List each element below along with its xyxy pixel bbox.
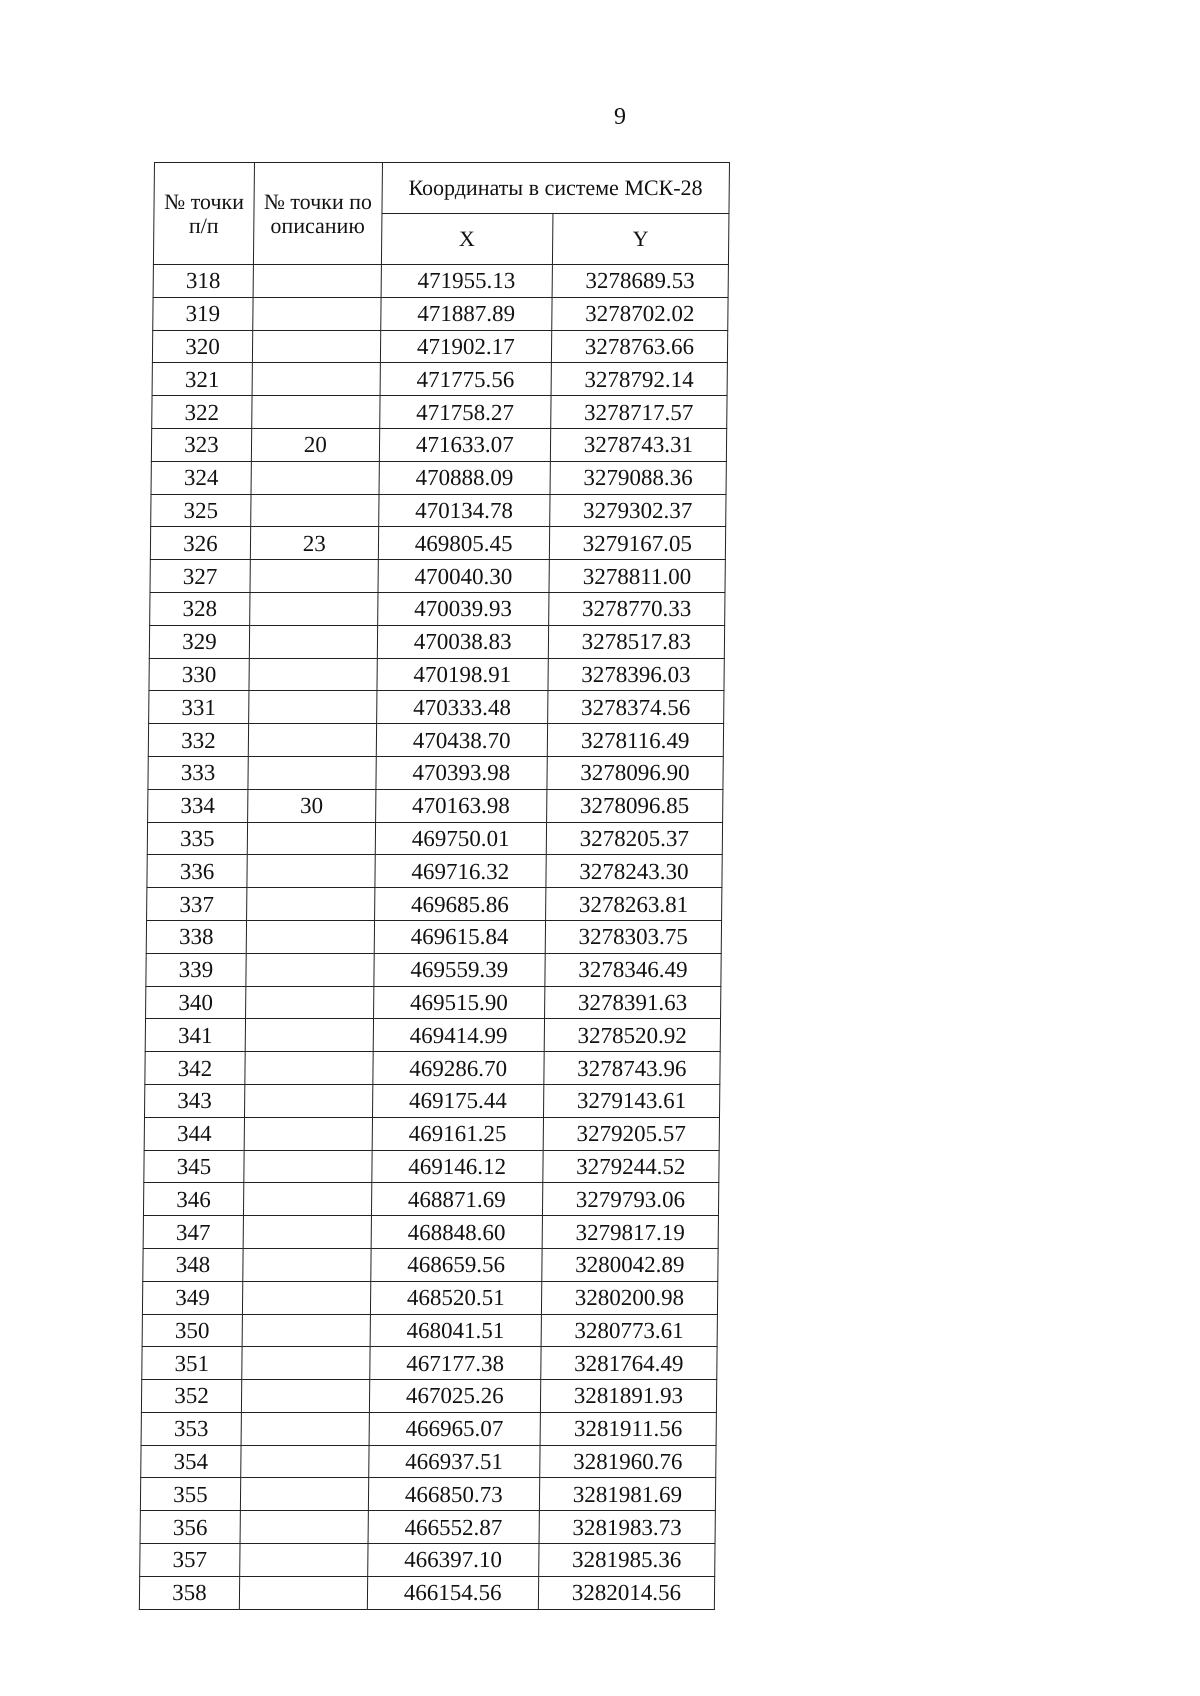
cell-description-point-number [242,1347,370,1380]
cell-y: 3279143.61 [543,1084,720,1117]
table-row [142,1314,717,1347]
cell-description-point-number [251,461,379,494]
cell-point-number: 353 [141,1412,241,1445]
table-row [147,822,722,855]
table-row [148,789,723,822]
cell-x: 469805.45 [378,527,549,560]
cell-point-number: 330 [149,658,249,691]
header-coordinates: Координаты в системе МСК-28 [382,163,730,214]
table-row [150,527,725,560]
cell-description-point-number: 20 [251,428,379,461]
cell-y: 3278303.75 [545,920,722,953]
cell-x: 470198.91 [377,658,548,691]
cell-point-number: 324 [151,461,251,494]
cell-y: 3278743.96 [544,1052,721,1085]
cell-point-number: 339 [146,953,246,986]
cell-y: 3278770.33 [548,592,725,625]
cell-x: 470888.09 [379,461,550,494]
cell-y: 3279088.36 [550,461,727,494]
cell-y: 3281891.93 [540,1380,717,1413]
cell-y: 3281960.76 [539,1445,716,1478]
cell-point-number: 321 [152,363,252,396]
cell-point-number: 348 [143,1248,243,1281]
cell-y: 3280773.61 [541,1314,718,1347]
cell-description-point-number [252,396,380,429]
cell-description-point-number [240,1478,368,1511]
table-row [141,1412,716,1445]
cell-description-point-number [247,888,375,921]
cell-x: 468871.69 [371,1183,542,1216]
cell-description-point-number: 30 [248,789,376,822]
table-row [149,691,724,724]
table-body [139,265,728,1610]
cell-description-point-number [249,625,377,658]
table-row [142,1281,717,1314]
cell-x: 467177.38 [369,1347,540,1380]
cell-x: 469146.12 [372,1150,543,1183]
table-row [144,1084,719,1117]
table-row [141,1380,716,1413]
cell-x: 469716.32 [375,855,546,888]
table-row [147,888,722,921]
cell-description-point-number [245,986,373,1019]
cell-description-point-number [244,1117,372,1150]
cell-x: 470040.30 [378,560,549,593]
table-row [143,1216,718,1249]
cell-point-number: 326 [150,527,250,560]
cell-description-point-number [242,1314,370,1347]
cell-x: 469161.25 [372,1117,543,1150]
cell-y: 3282014.56 [538,1576,715,1609]
cell-description-point-number [249,658,377,691]
cell-x: 470038.83 [377,625,548,658]
cell-y: 3281981.69 [539,1478,716,1511]
cell-y: 3279302.37 [549,494,726,527]
cell-x: 467025.26 [369,1380,540,1413]
cell-point-number: 343 [144,1084,244,1117]
table-row [145,1052,720,1085]
cell-x: 469175.44 [372,1084,543,1117]
cell-x: 470393.98 [376,756,547,789]
cell-description-point-number [244,1084,372,1117]
cell-description-point-number [247,822,375,855]
table-row [153,297,728,330]
cell-x: 471955.13 [381,265,552,298]
cell-point-number: 322 [152,396,252,429]
cell-x: 466397.10 [367,1544,538,1577]
table-row [147,855,722,888]
cell-x: 466850.73 [368,1478,539,1511]
cell-point-number: 358 [139,1576,239,1609]
header-point-number: № точки п/п [153,163,254,265]
cell-point-number: 338 [146,920,246,953]
table-row [151,461,726,494]
cell-y: 3280200.98 [541,1281,718,1314]
page-number: 9 [614,104,626,130]
cell-description-point-number [241,1412,369,1445]
cell-x: 469286.70 [373,1052,544,1085]
cell-x: 470039.93 [377,592,548,625]
table-row [151,494,726,527]
table-row [149,658,724,691]
cell-y: 3278116.49 [547,724,724,757]
header-description-point-number: № точки по описанию [253,163,382,265]
cell-description-point-number [244,1150,372,1183]
table-row [148,756,723,789]
table-row [143,1248,718,1281]
table-row [151,428,726,461]
cell-y: 3278205.37 [546,822,723,855]
cell-x: 468520.51 [370,1281,541,1314]
cell-y: 3278811.00 [549,560,726,593]
table-row [152,396,727,429]
cell-y: 3278096.90 [547,756,724,789]
header-x: X [381,214,553,265]
cell-point-number: 318 [153,265,253,298]
cell-description-point-number [242,1281,370,1314]
cell-description-point-number [253,265,381,298]
table-row [140,1544,715,1577]
cell-description-point-number: 23 [250,527,378,560]
cell-y: 3278763.66 [551,330,728,363]
cell-point-number: 344 [144,1117,244,1150]
cell-point-number: 357 [140,1544,240,1577]
cell-x: 468659.56 [370,1248,541,1281]
cell-description-point-number [248,756,376,789]
cell-description-point-number [252,330,380,363]
cell-point-number: 347 [143,1216,243,1249]
cell-description-point-number [253,297,381,330]
cell-point-number: 345 [144,1150,244,1183]
table-row [140,1478,715,1511]
cell-point-number: 325 [151,494,251,527]
cell-x: 471775.56 [380,363,551,396]
cell-point-number: 341 [145,1019,245,1052]
cell-point-number: 323 [151,428,251,461]
cell-x: 471887.89 [380,297,551,330]
cell-point-number: 331 [149,691,249,724]
table-row [140,1511,715,1544]
table-row [146,953,721,986]
cell-y: 3280042.89 [542,1248,719,1281]
cell-point-number: 333 [148,756,248,789]
cell-description-point-number [250,592,378,625]
cell-y: 3278096.85 [546,789,723,822]
cell-y: 3279167.05 [549,527,726,560]
table-row [150,592,725,625]
cell-y: 3278396.03 [548,658,725,691]
cell-y: 3278520.92 [544,1019,721,1052]
table-row [146,986,721,1019]
cell-point-number: 335 [147,822,247,855]
cell-point-number: 334 [148,789,248,822]
cell-x: 468848.60 [371,1216,542,1249]
cell-description-point-number [248,724,376,757]
cell-point-number: 327 [150,560,250,593]
cell-point-number: 328 [150,592,250,625]
cell-x: 466154.56 [367,1576,538,1609]
cell-x: 466937.51 [368,1445,539,1478]
cell-y: 3278263.81 [545,888,722,921]
cell-description-point-number [249,691,377,724]
cell-y: 3278346.49 [545,953,722,986]
cell-description-point-number [239,1576,367,1609]
cell-x: 469685.86 [374,888,545,921]
cell-y: 3281764.49 [541,1347,718,1380]
cell-description-point-number [250,560,378,593]
cell-point-number: 336 [147,855,247,888]
cell-x: 471902.17 [380,330,551,363]
cell-y: 3278517.83 [548,625,725,658]
cell-point-number: 350 [142,1314,242,1347]
cell-description-point-number [251,494,379,527]
cell-y: 3281985.36 [538,1544,715,1577]
cell-description-point-number [243,1216,371,1249]
table-row [149,625,724,658]
cell-description-point-number [241,1445,369,1478]
cell-y: 3279244.52 [543,1150,720,1183]
cell-x: 469515.90 [373,986,544,1019]
cell-y: 3278743.31 [550,428,727,461]
table-row [143,1183,718,1216]
cell-x: 470134.78 [378,494,549,527]
table-row [144,1150,719,1183]
table-row [153,265,728,298]
cell-x: 471633.07 [379,428,550,461]
table-row [142,1347,717,1380]
table-row [152,363,727,396]
cell-y: 3279205.57 [543,1117,720,1150]
cell-x: 470163.98 [375,789,546,822]
cell-y: 3278243.30 [546,855,723,888]
cell-x: 466552.87 [368,1511,539,1544]
cell-point-number: 352 [141,1380,241,1413]
cell-description-point-number [243,1183,371,1216]
cell-point-number: 354 [141,1445,241,1478]
cell-description-point-number [240,1544,368,1577]
cell-x: 469414.99 [373,1019,544,1052]
table-row [152,330,727,363]
cell-description-point-number [252,363,380,396]
cell-y: 3279793.06 [542,1183,719,1216]
table-row [144,1117,719,1150]
cell-point-number: 349 [142,1281,242,1314]
header-y: Y [552,214,729,265]
cell-y: 3278374.56 [547,691,724,724]
cell-description-point-number [247,855,375,888]
table-row [148,724,723,757]
cell-x: 470438.70 [376,724,547,757]
cell-point-number: 351 [142,1347,242,1380]
table-row [141,1445,716,1478]
cell-x: 471758.27 [379,396,550,429]
cell-point-number: 320 [152,330,252,363]
cell-x: 466965.07 [369,1412,540,1445]
cell-point-number: 337 [147,888,247,921]
cell-description-point-number [245,1019,373,1052]
cell-point-number: 332 [148,724,248,757]
cell-x: 468041.51 [370,1314,541,1347]
cell-y: 3278689.53 [552,265,729,298]
cell-x: 469615.84 [374,920,545,953]
cell-point-number: 356 [140,1511,240,1544]
cell-description-point-number [243,1248,371,1281]
cell-point-number: 355 [140,1478,240,1511]
cell-y: 3278391.63 [544,986,721,1019]
cell-y: 3278792.14 [551,363,728,396]
cell-x: 470333.48 [376,691,547,724]
cell-point-number: 329 [149,625,249,658]
cell-point-number: 342 [145,1052,245,1085]
table-row [146,920,721,953]
cell-description-point-number [246,920,374,953]
table-row [150,560,725,593]
cell-description-point-number [240,1511,368,1544]
cell-y: 3281911.56 [540,1412,717,1445]
cell-description-point-number [245,1052,373,1085]
cell-description-point-number [246,953,374,986]
cell-y: 3278717.57 [550,396,727,429]
cell-point-number: 340 [146,986,246,1019]
cell-point-number: 346 [143,1183,243,1216]
cell-x: 469559.39 [374,953,545,986]
cell-point-number: 319 [153,297,253,330]
coordinates-table [139,162,730,1610]
cell-y: 3281983.73 [539,1511,716,1544]
cell-description-point-number [241,1380,369,1413]
table-row [139,1576,714,1609]
cell-y: 3279817.19 [542,1216,719,1249]
table-row [145,1019,720,1052]
cell-x: 469750.01 [375,822,546,855]
cell-y: 3278702.02 [552,297,729,330]
